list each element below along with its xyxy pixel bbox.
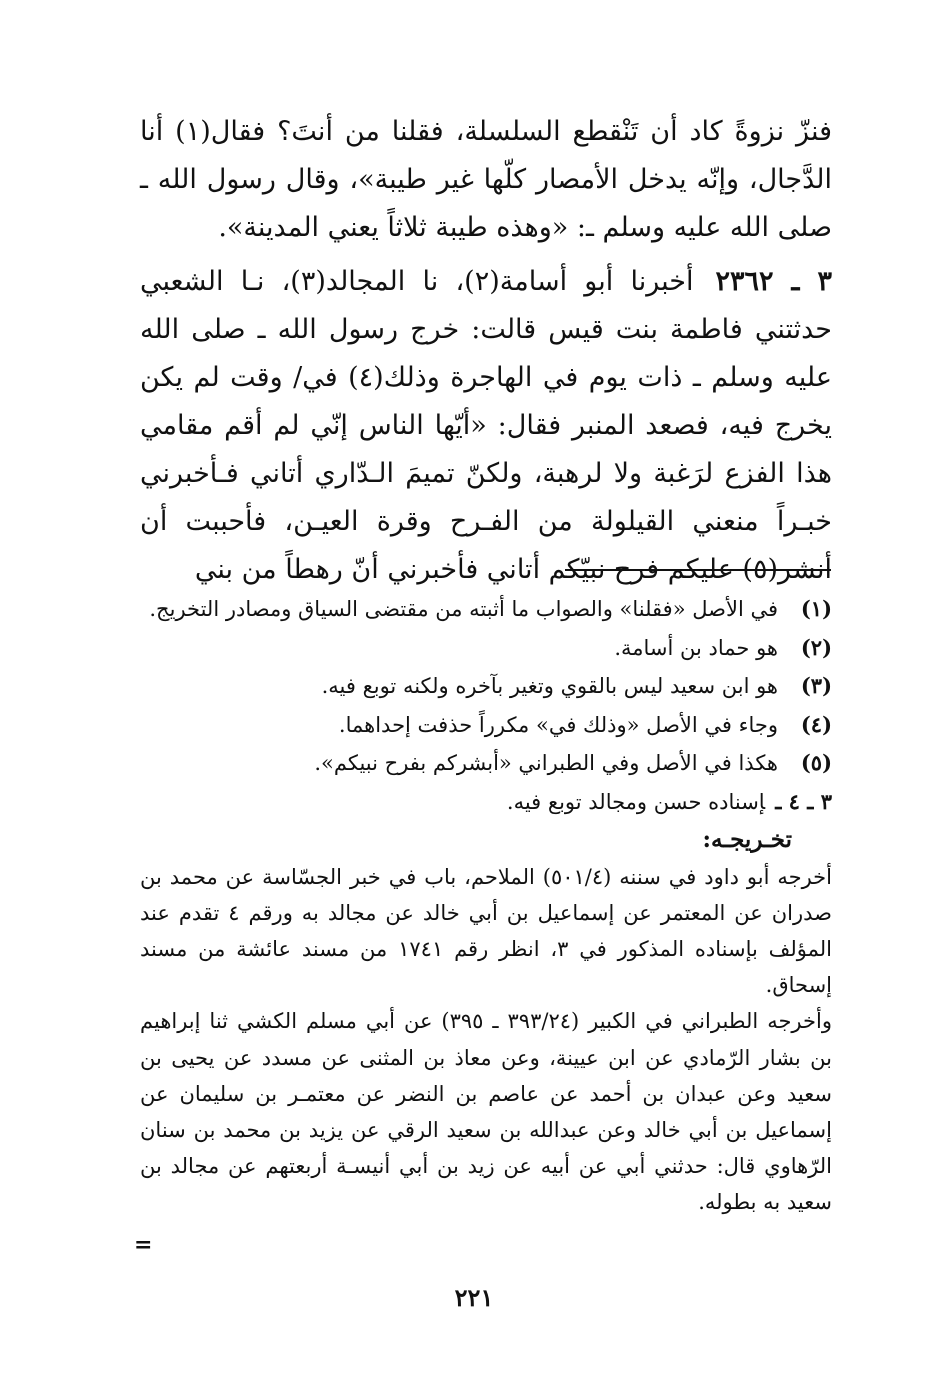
footnote-2 <box>140 629 832 668</box>
footnote-number: (١) <box>800 596 832 621</box>
footnote-number: (٤) <box>800 711 832 737</box>
footnote-separator <box>565 569 831 571</box>
footnote-4 <box>140 706 832 745</box>
paragraph-1: فنزّ نزوةً كاد أن تَنْقطع السلسلة، فقلنا من أنتَ؟ فقال(١) أنا الدَّجال، وإنّه يدخل الأمصار كلّها غير طيبة»، وقال رسول الله ـ صلى الله عليه وسلم ـ: «وهذه طيبة ثلاثاً يعني المدينة». <box>140 116 832 243</box>
grade-text: إسناده حسن ومجالد توبع فيه. <box>506 789 766 814</box>
page-number: ٢٢١ <box>454 1283 494 1312</box>
footnote-text: وجاء في الأصل «وذلك في» مكرراً حذفت إحداهما. <box>338 712 778 737</box>
footnote-number: (٣) <box>800 673 832 698</box>
footnote-5 <box>140 744 832 783</box>
takhrij-paragraph-1: أخرجه أبو داود في سننه (٥٠١/٤) الملاحم، باب في خبر الجسّاسة عن محمد بن صدران عن المعتمر عن إسماعيل بن أبي خالد عن مجالد به ورقم ٤ تقدم عند المؤلف بإسناده المذكور في ٣، انظر رقم ١٧٤١ من مسند عائشة من مسند إسحاق. <box>140 864 833 998</box>
paragraph-2 <box>140 258 832 594</box>
footnote-text: هو ابن سعيد ليس بالقوي وتغير بآخره ولكنه توبع فيه. <box>321 674 778 698</box>
footnote-number: (٢) <box>800 634 832 660</box>
continuation-mark: = <box>134 1232 153 1258</box>
takhrij-paragraph-2: وأخرجه الطبراني في الكبير (٣٩٣/٢٤ ـ ٣٩٥) عن أبي مسلم الكشي ثنا إبراهيم بن بشار الرّمادي عن ابن عيينة، وعن معاذ بن المثنى عن مسدد عن يحيى بن سعيد وعن عبدان بن أحمد عن عاصم بن النضر عن معتمـر بن سليمان عن إسماعيل بن أبي خالد وعن عبدالله بن سعيد الرقي عن يزيد بن محمد بن سنان الرّهاوي قال: حدثني أبي عن أبيه عن زيد بن أبي أنيسـة أربعتهم عن مجالد بن سعيد به بطوله. <box>140 1009 833 1215</box>
takhrij-heading: تخـريجـه: <box>702 825 792 853</box>
footnotes <box>140 590 832 1221</box>
footnote-text: في الأصل «فقلنا» والصواب ما أثبته من مقتضى السياق ومصادر التخريج. <box>149 597 778 621</box>
footnote-3 <box>140 667 832 706</box>
grade-number: ٣ ـ ٤ ـ <box>775 788 832 814</box>
footnote-number: (٥) <box>800 750 832 775</box>
footnote-1 <box>140 590 832 629</box>
footnote-text: هو حماد بن أسامة. <box>614 635 778 660</box>
hadith-text: أخبرنا أبو أسامة(٢)، نا المجالد(٣)، نـا الشعبي حدثتني فاطمة بنت قيس قالت: خرج رسول الله ـ صلى الله عليه وسلم ـ ذات يوم في الهاجرة وذلك(٤) في/ وقت لم يكن يخرج فيه، فصعد المنبر فقال: «أيّها الناس إنّي لم أقم مقامي هذا الفزع لرَغبة ولا لرهبة، ولكنّ تميمَ الـدّاري أتاني فـأخبرني خبـراً منعني القيلولة من الفـرح وقرة العيـن، فأحببت أن أنشر(٥) عليكم فرح نبيّكم أتاني فأخبرني أنّ رهطاً من بني <box>140 266 832 585</box>
hadith-number: ٣ ـ ٢٣٦٢ <box>715 266 832 297</box>
main-text <box>140 108 832 600</box>
footnote-text: هكذا في الأصل وفي الطبراني «أبشركم بفرح نبيكم». <box>314 751 778 775</box>
isnad-grade <box>140 783 832 821</box>
